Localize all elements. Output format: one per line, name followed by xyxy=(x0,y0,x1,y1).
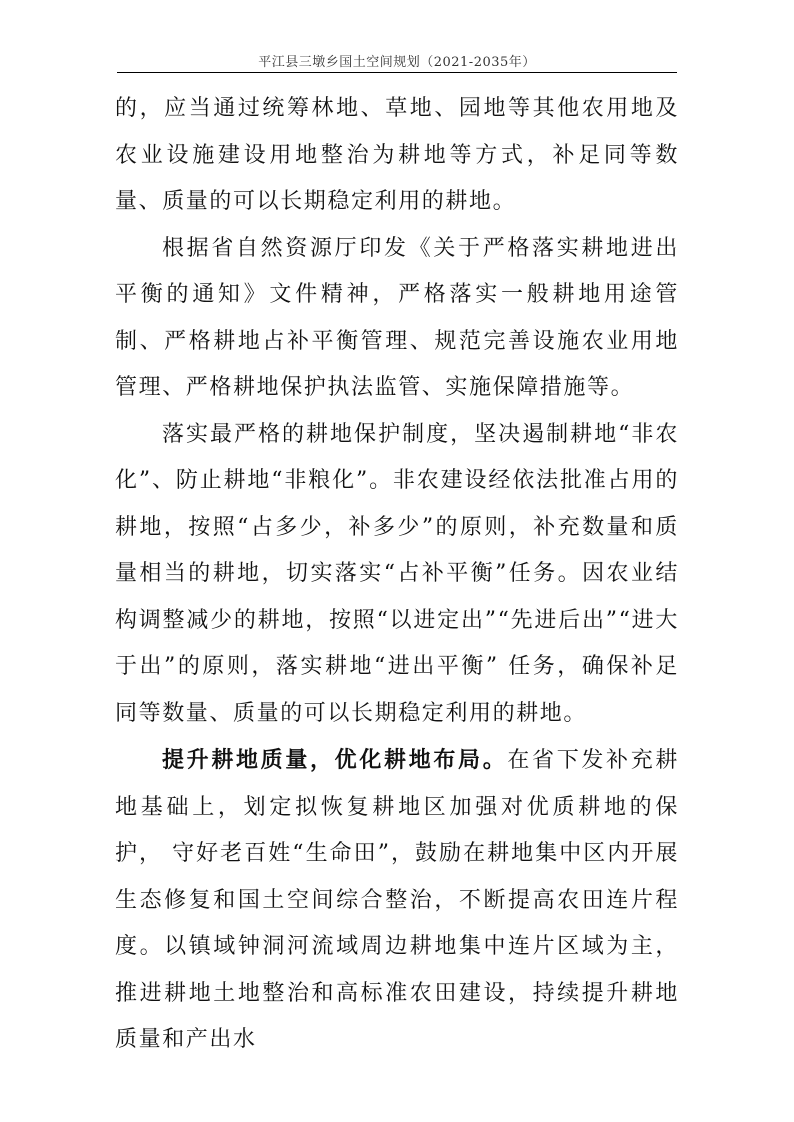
paragraph-quality-layout xyxy=(115,737,679,1064)
paragraph-text: 根据省自然资源厅印发《关于严格落实耕地进出平衡的通知》文件精神，严格落实一般耕地用途管制、严格耕地占补平衡管理、规范完善设施农业用地管理、严格耕地保护执法监管、实施保障措施等。 xyxy=(115,235,679,400)
paragraph-balance-notice xyxy=(115,226,679,412)
header-rule xyxy=(117,72,677,73)
document-body xyxy=(115,86,679,1064)
page-header: 平江县三墩乡国土空间规划（2021-2035年） xyxy=(258,55,536,70)
paragraph-text: 在省下发补充耕地基础上，划定拟恢复耕地区加强对优质耕地的保护， 守好老百姓“生命田”，鼓励在耕地集中区内开展生态修复和国土空间综合整治，不断提高农田连片程度。以镇域钟洞河流域周边耕地集中连片区域为主，推进耕地土地整治和高标准农田建设，持续提升耕地质量和产出水 xyxy=(115,748,679,1052)
paragraph-bold-lead: 提升耕地质量，优化耕地布局。 xyxy=(162,747,508,773)
paragraph-protection-system xyxy=(115,412,679,738)
paragraph-text: 的，应当通过统筹林地、草地、园地等其他农用地及农业设施建设用地整治为耕地等方式，补足同等数量、质量的可以长期稳定利用的耕地。 xyxy=(115,96,679,214)
paragraph-text: 落实最严格的耕地保护制度，坚决遏制耕地“非农化”、防止耕地“非粮化”。非农建设经依法批准占用的耕地，按照“占多少，补多少”的原则，补充数量和质量相当的耕地，切实落实“占补平衡”任务。因农业结构调整减少的耕地，按照“以进定出”“先进后出”“进大于出”的原则，落实耕地“进出平衡” 任务，确保补足同等数量、质量的可以长期稳定利用的耕地。 xyxy=(115,421,679,726)
paragraph-continuation xyxy=(115,86,679,226)
